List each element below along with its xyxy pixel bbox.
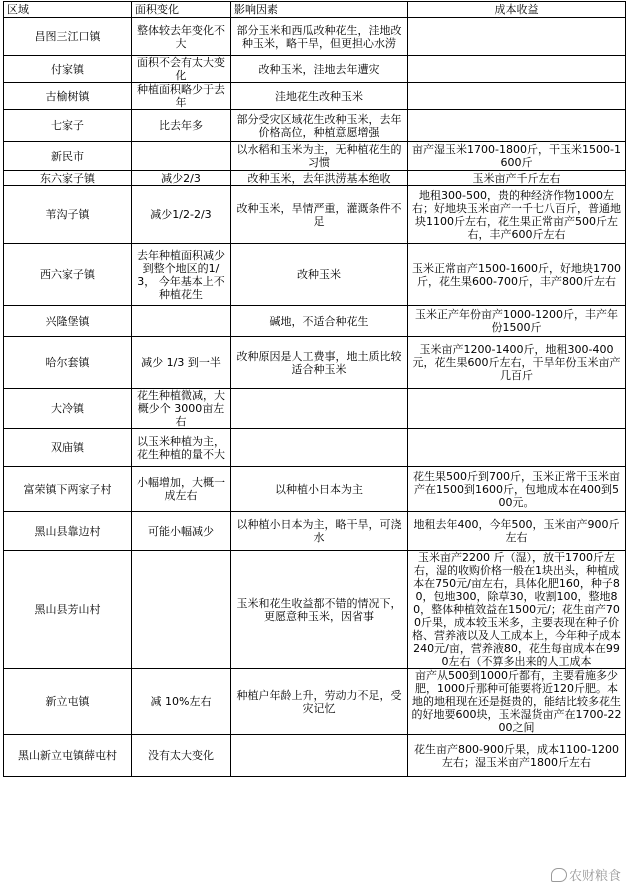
region-cell: 东六家子镇 bbox=[4, 171, 132, 186]
area-change-cell bbox=[132, 142, 231, 171]
cost-benefit-cell: 玉米正常亩产1500-1600斤，好地块1700斤，花生果600-700斤，丰产800斤左右 bbox=[408, 244, 626, 306]
table-row bbox=[4, 171, 626, 186]
factor-cell: 改种玉米，旱情严重，灌溉条件不足 bbox=[231, 186, 408, 244]
factor-cell: 玉米和花生收益都不错的情况下，更愿意种玉米，因省事 bbox=[231, 551, 408, 669]
region-cell: 黑山县靠边村 bbox=[4, 512, 132, 551]
area-change-cell: 可能小幅减少 bbox=[132, 512, 231, 551]
survey-table bbox=[3, 1, 626, 777]
region-cell: 新民市 bbox=[4, 142, 132, 171]
table-row bbox=[4, 110, 626, 142]
watermark-text: 农财粮食 bbox=[568, 869, 621, 884]
wechat-icon bbox=[551, 868, 567, 882]
factor-cell: 改种原因是人工费事，地土质比较适合种玉米 bbox=[231, 337, 408, 389]
cost-benefit-cell: 花生果500斤到700斤，玉米正常干玉米亩产在1500到1600斤，包地成本在400到500元。 bbox=[408, 467, 626, 512]
table-row bbox=[4, 429, 626, 467]
table-row bbox=[4, 389, 626, 429]
region-cell: 昌图三江口镇 bbox=[4, 18, 132, 56]
watermark bbox=[551, 865, 621, 884]
factor-cell: 洼地花生改种玉米 bbox=[231, 83, 408, 110]
area-change-cell: 整体较去年变化不大 bbox=[132, 18, 231, 56]
table-row bbox=[4, 337, 626, 389]
factor-cell: 种植户年龄上升，劳动力不足，受灾记忆 bbox=[231, 669, 408, 735]
area-change-cell: 减少 1/3 到一半 bbox=[132, 337, 231, 389]
cost-benefit-cell: 地租300-500，贵的种经济作物1000左右；好地块玉米亩产一千七八百斤，普通地块1100斤左右，花生果正常亩产500斤左右，丰产600斤左右 bbox=[408, 186, 626, 244]
cost-benefit-cell bbox=[408, 83, 626, 110]
factor-cell: 以种植小日本为主 bbox=[231, 467, 408, 512]
area-change-cell: 以玉米种植为主，花生种植的量不大 bbox=[132, 429, 231, 467]
factor-cell: 部分受灾区域花生改种玉米，去年价格高位，种植意愿增强 bbox=[231, 110, 408, 142]
header-cost-benefit: 成本收益 bbox=[408, 2, 626, 18]
cost-benefit-cell bbox=[408, 429, 626, 467]
area-change-cell: 没有太大变化 bbox=[132, 735, 231, 777]
cost-benefit-cell: 玉米亩产千斤左右 bbox=[408, 171, 626, 186]
factor-cell: 改种玉米，去年洪涝基本绝收 bbox=[231, 171, 408, 186]
table-row bbox=[4, 551, 626, 669]
factor-cell bbox=[231, 389, 408, 429]
factor-cell: 改种玉米 bbox=[231, 244, 408, 306]
table-row bbox=[4, 735, 626, 777]
header-factors: 影响因素 bbox=[231, 2, 408, 18]
region-cell: 黑山新立屯镇薛屯村 bbox=[4, 735, 132, 777]
factor-cell: 改种玉米，洼地去年遭灾 bbox=[231, 56, 408, 83]
table-row bbox=[4, 512, 626, 551]
area-change-cell: 减少2/3 bbox=[132, 171, 231, 186]
region-cell: 西六家子镇 bbox=[4, 244, 132, 306]
cost-benefit-cell bbox=[408, 389, 626, 429]
region-cell: 兴隆堡镇 bbox=[4, 306, 132, 337]
region-cell: 双庙镇 bbox=[4, 429, 132, 467]
cost-benefit-cell: 地租去年400，今年500，玉米亩产900斤左右 bbox=[408, 512, 626, 551]
area-change-cell: 比去年多 bbox=[132, 110, 231, 142]
region-cell: 苇沟子镇 bbox=[4, 186, 132, 244]
table-row bbox=[4, 83, 626, 110]
area-change-cell: 减少1/2-2/3 bbox=[132, 186, 231, 244]
area-change-cell bbox=[132, 306, 231, 337]
table-row bbox=[4, 244, 626, 306]
area-change-cell: 花生种植微减，大概少个 3000亩左右 bbox=[132, 389, 231, 429]
table-row bbox=[4, 186, 626, 244]
region-cell: 黑山县芳山村 bbox=[4, 551, 132, 669]
cost-benefit-cell: 亩产从500到1000斤都有，主要看施多少肥，1000斤那种可能要将近120斤肥。本地的地租现在还是挺贵的，能结比较多花生的好地要600块，玉米湿货亩产在1700-2200之间 bbox=[408, 669, 626, 735]
factor-cell: 以种植小日本为主，略干旱，可浇水 bbox=[231, 512, 408, 551]
region-cell: 七家子 bbox=[4, 110, 132, 142]
table-row bbox=[4, 467, 626, 512]
region-cell: 古榆树镇 bbox=[4, 83, 132, 110]
area-change-cell: 面积不会有太大变化 bbox=[132, 56, 231, 83]
factor-cell bbox=[231, 429, 408, 467]
region-cell: 哈尔套镇 bbox=[4, 337, 132, 389]
header-row bbox=[4, 2, 626, 18]
factor-cell: 以水稻和玉米为主，无种植花生的习惯 bbox=[231, 142, 408, 171]
header-area-change: 面积变化 bbox=[132, 2, 231, 18]
area-change-cell: 小幅增加，大概一成左右 bbox=[132, 467, 231, 512]
header-region: 区域 bbox=[4, 2, 132, 18]
cost-benefit-cell bbox=[408, 18, 626, 56]
region-cell: 大冷镇 bbox=[4, 389, 132, 429]
cost-benefit-cell bbox=[408, 110, 626, 142]
area-change-cell: 去年种植面积减少到整个地区的1/3， 今年基本上不种植花生 bbox=[132, 244, 231, 306]
cost-benefit-cell: 玉米亩产1200-1400斤，地租300-400元，花生果600斤左右，干旱年份玉米亩产几百斤 bbox=[408, 337, 626, 389]
factor-cell: 碱地，不适合种花生 bbox=[231, 306, 408, 337]
factor-cell: 部分玉米和西瓜改种花生，洼地改种玉米，略干旱，但更担心水涝 bbox=[231, 18, 408, 56]
factor-cell bbox=[231, 735, 408, 777]
region-cell: 新立屯镇 bbox=[4, 669, 132, 735]
table-row bbox=[4, 669, 626, 735]
table-row bbox=[4, 142, 626, 171]
cost-benefit-cell bbox=[408, 56, 626, 83]
region-cell: 富荣镇下两家子村 bbox=[4, 467, 132, 512]
area-change-cell bbox=[132, 551, 231, 669]
cost-benefit-cell: 花生亩产800-900斤果，成本1100-1200左右；湿玉米亩产1800斤左右 bbox=[408, 735, 626, 777]
area-change-cell: 减 10%左右 bbox=[132, 669, 231, 735]
table-row bbox=[4, 56, 626, 83]
cost-benefit-cell: 玉米亩产2200 斤（湿），放干1700斤左右，湿的收购价格一般在1块出头，种植成本在750元/亩左右，具体化肥160，种子80，包地300，除草30，收割100，整地80，整体种植效益在1500元/；花生亩产700斤果，成本较玉米多，主要表现在种子价格、营养液以及人工成本上，今年种子成本240元/亩，营养液80，花生每亩成本在990左右（不算多出来的人工成本 bbox=[408, 551, 626, 669]
region-cell: 付家镇 bbox=[4, 56, 132, 83]
area-change-cell: 种植面积略少于去年 bbox=[132, 83, 231, 110]
cost-benefit-cell: 亩产湿玉米1700-1800斤，干玉米1500-1600斤 bbox=[408, 142, 626, 171]
cost-benefit-cell: 玉米正产年份亩产1000-1200斤，丰产年份1500斤 bbox=[408, 306, 626, 337]
table-row bbox=[4, 18, 626, 56]
table-row bbox=[4, 306, 626, 337]
